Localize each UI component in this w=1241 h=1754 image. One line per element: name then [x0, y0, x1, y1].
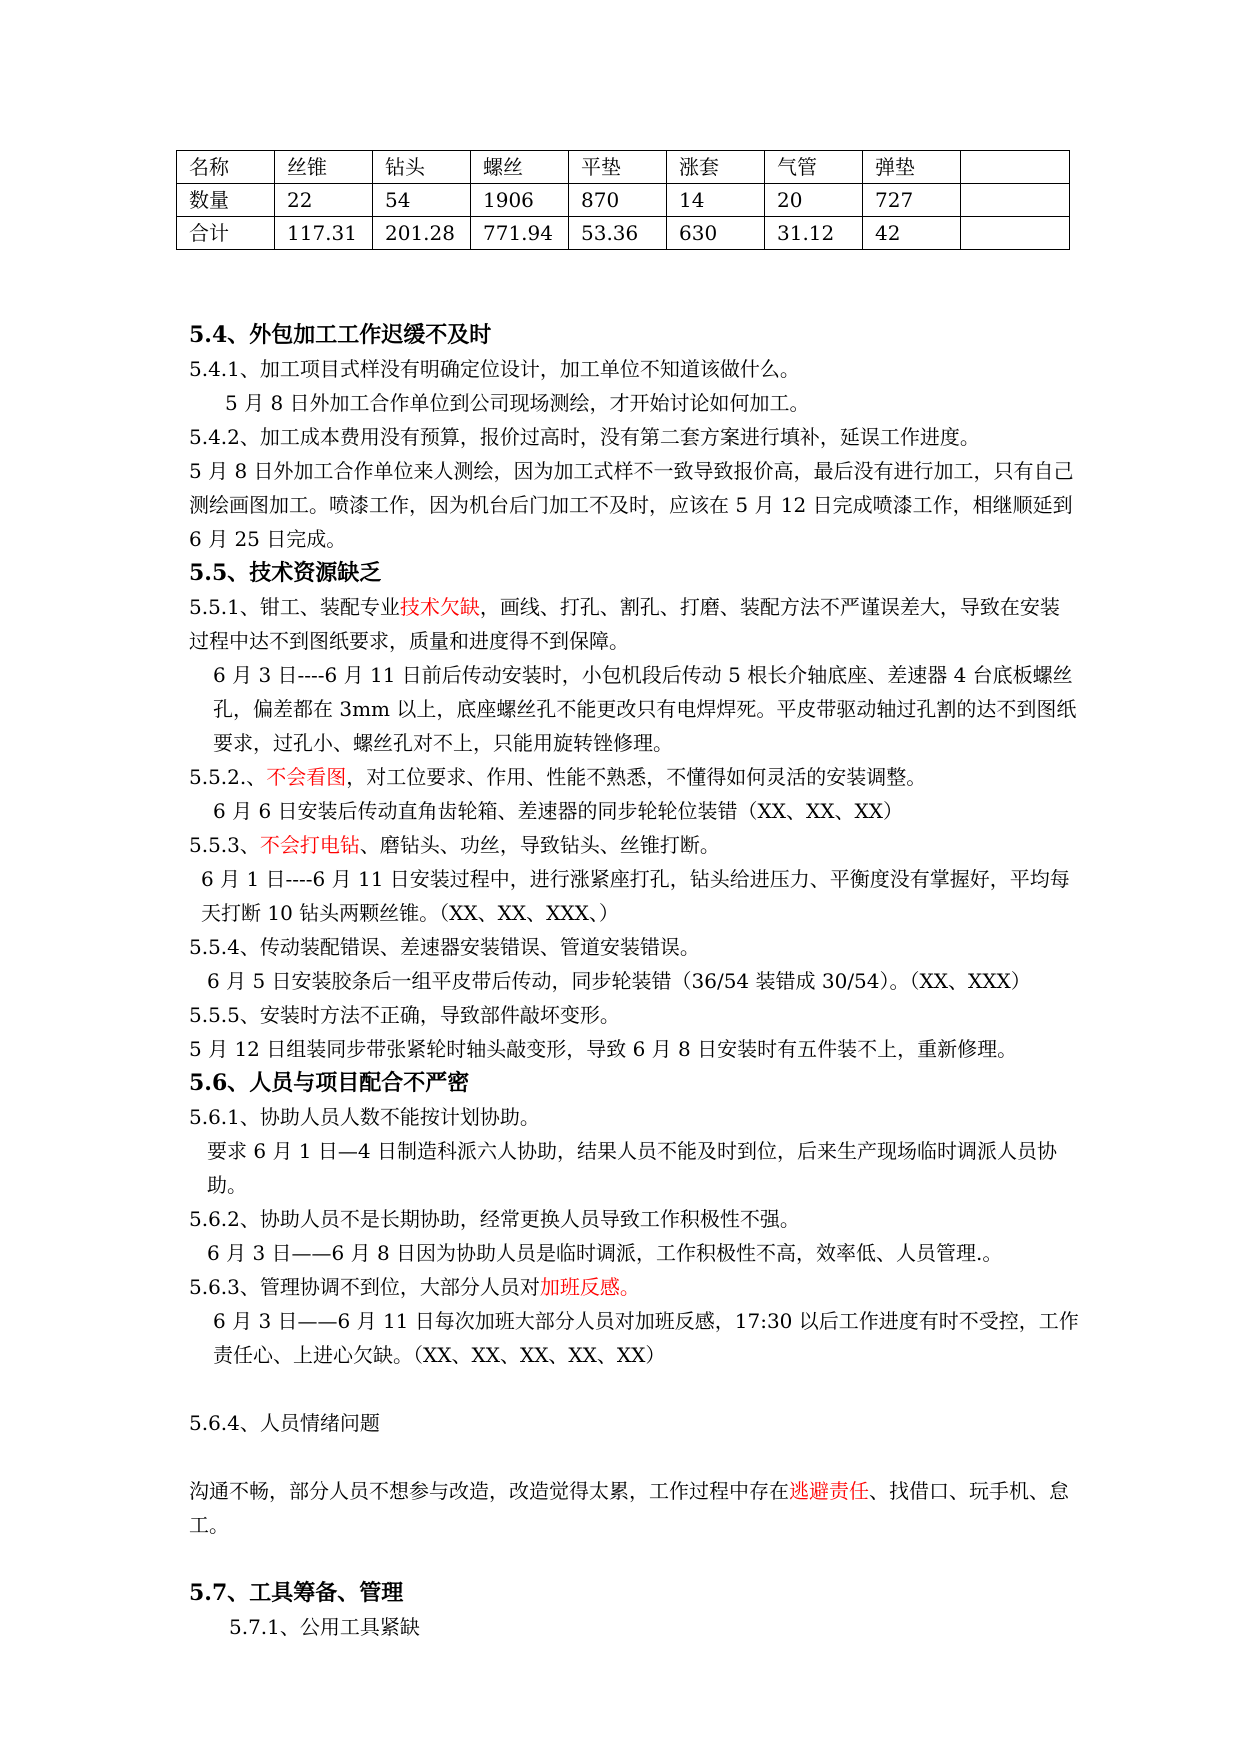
- table-cell: 涨套: [667, 151, 765, 184]
- text: 5.5.2.、: [189, 765, 267, 789]
- table-cell: 钻头: [373, 151, 471, 184]
- paragraph: 5.6.2、协助人员不是长期协助，经常更换人员导致工作积极性不强。: [189, 1207, 800, 1231]
- table-cell: 丝锥: [275, 151, 373, 184]
- paragraph: 要求 6 月 1 日—4 日制造科派六人协助，结果人员不能及时到位，后来生产现场临时调派人员协助。: [207, 1139, 1057, 1197]
- text: 5.6.3、管理协调不到位，大部分人员对: [189, 1275, 540, 1299]
- text: 、找借口、玩手机、怠工。: [189, 1479, 1069, 1537]
- table-cell: 气管: [765, 151, 863, 184]
- paragraph: 5.6.4、人员情绪问题: [189, 1411, 380, 1435]
- table-cell: 螺丝: [471, 151, 569, 184]
- paragraph: 5.4.2、加工成本费用没有预算，报价过高时，没有第二套方案进行填补，延误工作进度。: [189, 425, 980, 449]
- table-cell: 201.28: [373, 217, 471, 250]
- text: 、磨钻头、功丝，导致钻头、丝锥打断。: [359, 833, 720, 857]
- materials-table: [176, 150, 1070, 250]
- table-cell: 870: [569, 184, 667, 217]
- paragraph: 5.7.1、公用工具紧缺: [229, 1615, 420, 1639]
- paragraph: [189, 760, 1079, 794]
- paragraph: 5.5.4、传动装配错误、差速器安装错误、管道安装错误。: [189, 935, 700, 959]
- paragraph: 6 月 6 日安装后传动直角齿轮箱、差速器的同步轮轮位装错（XX、XX、XX）: [213, 799, 903, 823]
- paragraph: 5.5.5、安装时方法不正确，导致部件敲坏变形。: [189, 1003, 620, 1027]
- paragraph: 6 月 3 日——6 月 11 日每次加班大部分人员对加班反感，17:30 以后工作进度有时不受控，工作责任心、上进心欠缺。（XX、XX、XX、XX、XX）: [213, 1309, 1079, 1367]
- table-cell: 53.36: [569, 217, 667, 250]
- section-heading: 5.7、工具筹备、管理: [189, 1580, 404, 1606]
- table-cell: 54: [373, 184, 471, 217]
- highlight-text: 技术欠缺: [399, 595, 480, 619]
- table-cell: 20: [765, 184, 863, 217]
- paragraph: 6 月 1 日----6 月 11 日安装过程中，进行涨紧座打孔，钻头给进压力、平衡度没有掌握好，平均每天打断 10 钻头两颗丝锥。（XX、XX、XXX、）: [201, 867, 1070, 925]
- table-cell: 弹垫: [863, 151, 961, 184]
- highlight-text: 不会看图: [266, 765, 347, 789]
- table-cell: 14: [667, 184, 765, 217]
- paragraph: [189, 1474, 1079, 1542]
- table-row: [177, 151, 1070, 184]
- table-row: [177, 217, 1070, 250]
- table-cell: 22: [275, 184, 373, 217]
- table-cell: 771.94: [471, 217, 569, 250]
- table-cell: 数量: [177, 184, 275, 217]
- section-heading: 5.6、人员与项目配合不严密: [189, 1070, 470, 1096]
- paragraph: 6 月 5 日安装胶条后一组平皮带后传动，同步轮装错（36/54 装错成 30/54）。（XX、XXX）: [207, 969, 1031, 993]
- table-cell: [961, 217, 1070, 250]
- section-heading: 5.5、技术资源缺乏: [189, 560, 382, 586]
- paragraph: 6 月 3 日----6 月 11 日前后传动安装时，小包机段后传动 5 根长介轴底座、差速器 4 台底板螺丝孔，偏差都在 3mm 以上，底座螺丝孔不能更改只有电焊焊死。平皮带驱动轴过孔割的达不到图纸要求，过孔小、螺丝孔对不上，只能用旋转锉修理。: [213, 663, 1077, 755]
- paragraph: 5 月 8 日外加工合作单位来人测绘，因为加工式样不一致导致报价高，最后没有进行加工，只有自己测绘画图加工。喷漆工作，因为机台后门加工不及时，应该在 5 月 12 日完成喷漆工作，相继顺延到 6 月 25 日完成。: [189, 459, 1074, 551]
- paragraph: [189, 1270, 1079, 1304]
- table-cell: 117.31: [275, 217, 373, 250]
- paragraph: 5 月 12 日组装同步带张紧轮时轴头敲变形，导致 6 月 8 日安装时有五件装不上，重新修理。: [189, 1037, 1018, 1061]
- text: 5.5.3、: [189, 833, 260, 857]
- highlight-text: 逃避责任: [789, 1479, 869, 1503]
- text: ，画线、打孔、割孔、打磨、装配方法不严谨误差大，导致在安装过程中达不到图纸要求，质量和进度得不到保障。: [189, 595, 1060, 653]
- table-cell: [961, 151, 1070, 184]
- table-cell: 31.12: [765, 217, 863, 250]
- paragraph: 5.4.1、加工项目式样没有明确定位设计，加工单位不知道该做什么。: [189, 357, 800, 381]
- table-cell: 名称: [177, 151, 275, 184]
- highlight-text: 不会打电钻: [259, 833, 360, 857]
- table-cell: 合计: [177, 217, 275, 250]
- table-cell: 727: [863, 184, 961, 217]
- table-cell: 630: [667, 217, 765, 250]
- text: 5.5.1、钳工、装配专业: [189, 595, 400, 619]
- paragraph: [189, 828, 1079, 862]
- paragraph: 5 月 8 日外加工合作单位到公司现场测绘，才开始讨论如何加工。: [225, 391, 810, 415]
- text: ，对工位要求、作用、性能不熟悉，不懂得如何灵活的安装调整。: [346, 765, 927, 789]
- paragraph: [189, 590, 1079, 658]
- table-cell: 平垫: [569, 151, 667, 184]
- paragraph: 6 月 3 日——6 月 8 日因为协助人员是临时调派，工作积极性不高，效率低、人员管理.。: [207, 1241, 1003, 1265]
- highlight-text: 加班反感。: [539, 1275, 640, 1299]
- table-cell: 1906: [471, 184, 569, 217]
- section-heading: 5.4、外包加工工作迟缓不及时: [189, 322, 492, 348]
- table-cell: 42: [863, 217, 961, 250]
- text: 沟通不畅，部分人员不想参与改造，改造觉得太累，工作过程中存在: [189, 1479, 789, 1503]
- table-cell: [961, 184, 1070, 217]
- paragraph: 5.6.1、协助人员人数不能按计划协助。: [189, 1105, 540, 1129]
- table-row: [177, 184, 1070, 217]
